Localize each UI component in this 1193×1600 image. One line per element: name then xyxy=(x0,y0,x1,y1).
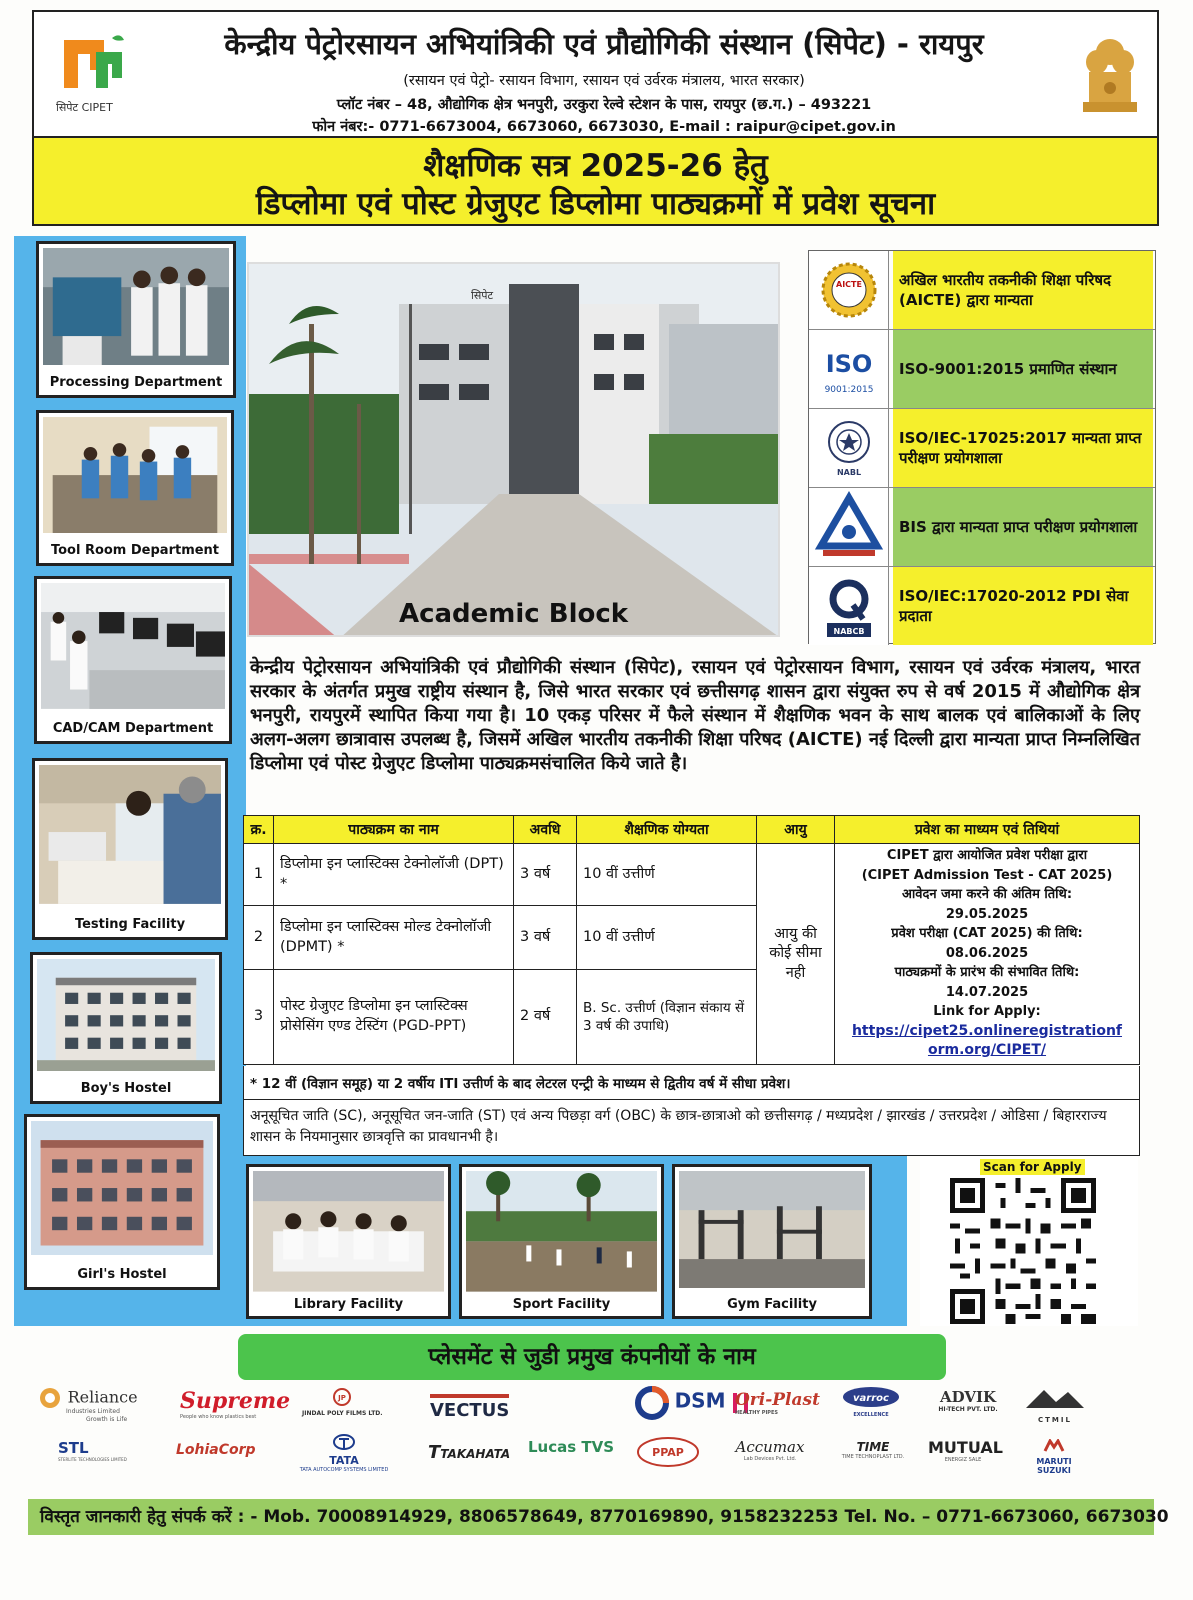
facility-caption: Library Facility xyxy=(293,1297,404,1312)
logo-mutual xyxy=(928,1438,1003,1463)
photo-tool-room-department xyxy=(36,410,234,566)
tool-room-photo xyxy=(43,417,227,533)
cad-cam-photo xyxy=(41,583,225,709)
tata-sub: TATA AUTOCOMP SYSTEMS LIMITED xyxy=(299,1467,389,1473)
table-cell-qualification: 10 वीं उत्तीर्ण xyxy=(577,906,757,970)
admission-date: 29.05.2025 xyxy=(945,906,1029,922)
accreditation-bis xyxy=(809,488,1155,567)
iso-icon-label: ISO xyxy=(825,350,873,378)
dsm-name: DSM xyxy=(674,1388,726,1413)
table-cell-age: आयु की कोई सीमा नही xyxy=(757,844,835,1064)
admission-date: 08.06.2025 xyxy=(945,945,1029,961)
academic-block-image xyxy=(249,264,780,637)
table-header-age: आयु xyxy=(757,816,835,844)
table-cell-course: डिप्लोमा इन प्लास्टिक्स टेक्नोलॉजी (DPT) * xyxy=(274,844,514,906)
accreditation-aicte xyxy=(809,251,1155,330)
logo-caption: सिपेट CIPET xyxy=(56,101,113,114)
oriplast-sub: HEALTHY PIPES xyxy=(735,1410,778,1416)
photo-library-facility xyxy=(246,1164,451,1319)
nabl-icon xyxy=(809,409,889,487)
tata-name: TATA xyxy=(329,1454,359,1467)
tata-icon xyxy=(333,1434,355,1450)
mutual-sub: ENERGIZ SALE xyxy=(944,1457,982,1463)
accreditation-iso-9001 xyxy=(809,330,1155,409)
academic-block-caption: Academic Block xyxy=(398,599,629,629)
accreditation-list xyxy=(808,250,1156,644)
logo-lohiacorp: LohiaCorp xyxy=(176,1442,256,1458)
iso-icon-sub: 9001:2015 xyxy=(824,385,874,395)
lateral-entry-note: * 12 वीं (विज्ञान समूह) या 2 वर्षीय ITI उत्तीर्ण के बाद लेटरल एन्ट्री के माध्यम से द्वितीय वर्ष में सीधा प्रवेश। xyxy=(243,1066,1140,1100)
photo-caption: Boy's Hostel xyxy=(80,1081,172,1096)
bis-icon xyxy=(809,488,889,566)
jindal-icon xyxy=(333,1388,351,1406)
gym-photo xyxy=(679,1171,865,1288)
reliance-tagline: Growth is Life xyxy=(86,1416,128,1423)
logo-takahata: TTAKAHATA xyxy=(428,1442,511,1463)
cipet-logo xyxy=(52,26,142,122)
table-header-no: क्र. xyxy=(244,816,274,844)
accreditation-text: ISO/IEC-17025:2017 मान्यता प्राप्त परीक्षण प्रयोगशाला xyxy=(893,409,1153,487)
logo-lucas-tvs: Lucas TVS xyxy=(528,1438,615,1456)
ctmil-name: CTMIL xyxy=(1038,1416,1072,1424)
institute-address: प्लॉट नंबर – 48, औद्योगिक क्षेत्र भनपुरी, उरकुरा रेल्वे स्टेशन के पास, रायपुर (छ.ग.) – 493221 xyxy=(336,97,872,113)
processing-photo xyxy=(43,248,229,365)
qr-section xyxy=(920,1156,1138,1326)
photo-caption: Girl's Hostel xyxy=(77,1267,167,1282)
photo-processing-department xyxy=(36,241,236,398)
maruti-icon xyxy=(1043,1439,1065,1453)
facility-caption: Gym Facility xyxy=(727,1297,817,1312)
reliance-sub: Industries Limited xyxy=(66,1408,120,1415)
header xyxy=(32,10,1159,138)
table-cell-qualification: B. Sc. उत्तीर्ण (विज्ञान संकाय सें 3 वर्ष की उपाधि) xyxy=(577,970,757,1064)
logo-advik xyxy=(928,1388,1008,1413)
ctmil-icon xyxy=(1024,1386,1086,1412)
table-cell-duration: 2 वर्ष xyxy=(514,970,577,1064)
admission-line: प्रवेश परीक्षा (CAT 2025) की तिथि: xyxy=(891,926,1083,941)
institute-title: केन्द्रीय पेट्रोरसायन अभियांत्रिकी एवं प्रौद्योगिकी संस्थान (सिपेट) - रायपुर xyxy=(224,27,984,61)
logo-time xyxy=(838,1440,908,1460)
photo-caption: Processing Department xyxy=(49,375,223,390)
admission-line: (CIPET Admission Test - CAT 2025) xyxy=(861,867,1113,883)
supreme-sub: People who know plastics best xyxy=(180,1414,257,1420)
photo-caption: Testing Facility xyxy=(74,917,186,932)
ppap-name: PPAP xyxy=(652,1446,684,1459)
time-name: TIME xyxy=(856,1440,890,1454)
nabcb-icon xyxy=(809,567,889,645)
accreditation-text: अखिल भारतीय तकनीकी शिक्षा परिषद (AICTE) द्वारा मान्यता xyxy=(893,251,1153,329)
admission-details xyxy=(835,844,1139,1058)
logo-stl xyxy=(58,1438,127,1462)
stl-sub: STERLITE TECHNOLOGIES LIMITED xyxy=(58,1457,127,1462)
admission-date: 14.07.2025 xyxy=(945,984,1029,1000)
academic-block-photo xyxy=(247,262,780,637)
logo-vectus: VECTUS xyxy=(430,1394,509,1421)
cipet-logo-icon xyxy=(60,32,126,92)
advik-sub: HI-TECH PVT. LTD. xyxy=(938,1406,998,1413)
nabcb-icon-label: NABCB xyxy=(833,627,865,636)
table-cell-no: 1 xyxy=(244,844,274,906)
aicte-icon xyxy=(809,251,889,329)
institute-phone: फोन नंबर:- 0771-6673004, 6673060, 6673030, E-mail : raipur@cipet.gov.in xyxy=(312,119,896,135)
institute-subtitle: (रसायन एवं पेट्रो- रसायन विभाग, रसायन एवं उर्वरक मंत्रालय, भारत सरकार) xyxy=(403,73,805,89)
photo-caption: CAD/CAM Department xyxy=(52,721,214,736)
facility-caption: Sport Facility xyxy=(512,1297,611,1312)
table-cell-no: 2 xyxy=(244,906,274,970)
iso-icon xyxy=(809,330,889,408)
logo-dsm xyxy=(635,1386,748,1420)
logo-supreme xyxy=(180,1388,290,1420)
photo-sport-facility xyxy=(459,1164,664,1319)
maruti-name: MARUTI xyxy=(1036,1457,1072,1466)
table-cell-duration: 3 वर्ष xyxy=(514,906,577,970)
dsm-icon xyxy=(635,1386,669,1420)
advik-name: ADVIK xyxy=(939,1388,997,1406)
photo-boys-hostel xyxy=(30,952,222,1104)
table-cell-qualification: 10 वीं उत्तीर्ण xyxy=(577,844,757,906)
takahata-name: TAKAHATA xyxy=(440,1447,511,1461)
courses-table xyxy=(243,815,1140,1065)
time-sub: TIME TECHNOPLAST LTD. xyxy=(841,1454,905,1460)
supreme-name: Supreme xyxy=(180,1388,291,1414)
logo-jindal xyxy=(302,1388,382,1417)
accreditation-text: BIS द्वारा मान्यता प्राप्त परीक्षण प्रयोगशाला xyxy=(893,488,1153,566)
national-emblem-icon xyxy=(1075,32,1145,122)
banner-line-1: शैक्षणिक सत्र 2025-26 हेतु xyxy=(423,148,768,184)
varroc-name: varroc xyxy=(853,1393,889,1404)
girls-hostel-photo xyxy=(31,1121,213,1255)
sport-photo xyxy=(466,1171,657,1292)
svg-text:JP: JP xyxy=(338,1394,346,1402)
admission-line: आवेदन जमा करने की अंतिम तिथि: xyxy=(901,887,1073,902)
nabl-icon-label: NABL xyxy=(836,468,862,477)
reliance-name: Reliance xyxy=(67,1387,138,1407)
logo-ctmil xyxy=(1020,1386,1090,1424)
accreditation-text: ISO/IEC:17020-2012 PDI सेवा प्रदाता xyxy=(893,567,1153,645)
session-banner xyxy=(32,138,1159,226)
admission-line: पाठ्यक्रमों के प्रारंभ की संभावित तिथि: xyxy=(894,965,1080,980)
logo-maruti-suzuki xyxy=(1026,1438,1082,1475)
accreditation-text: ISO-9001:2015 प्रमाणित संस्थान xyxy=(893,330,1153,408)
oriplast-name: Ori-Plast xyxy=(735,1390,820,1410)
table-header-admission: प्रवेश का माध्यम एवं तिथियां xyxy=(835,816,1139,844)
table-header-course: पाठ्यक्रम का नाम xyxy=(274,816,514,844)
table-cell-duration: 3 वर्ष xyxy=(514,844,577,906)
apply-link[interactable]: https://cipet25.onlineregistrationf xyxy=(851,1022,1123,1039)
department-photo-panel xyxy=(14,236,246,1326)
photo-gym-facility xyxy=(672,1164,872,1319)
table-header-qualification: शैक्षणिक योग्यता xyxy=(577,816,757,844)
table-cell-course: पोस्ट ग्रेजुएट डिप्लोमा इन प्लास्टिक्स प्रोसेसिंग एण्ड टेस्टिंग (PGD-PPT) xyxy=(274,970,514,1064)
photo-girls-hostel xyxy=(24,1114,220,1290)
logo-reliance xyxy=(38,1386,138,1423)
accumax-sub: Lab Devices Pvt. Ltd. xyxy=(743,1456,797,1462)
varroc-sub: EXCELLENCE xyxy=(853,1412,889,1418)
photo-caption: Tool Room Department xyxy=(50,543,220,558)
reliance-icon xyxy=(38,1386,62,1410)
ppap-icon xyxy=(636,1436,700,1468)
accreditation-nabl xyxy=(809,409,1155,488)
admission-line: Link for Apply: xyxy=(933,1004,1041,1019)
logo-varroc xyxy=(836,1386,906,1418)
table-cell-no: 3 xyxy=(244,970,274,1064)
scholarship-note: अनूसूचित जाति (SC), अनूसूचित जन-जाति (ST) एवं अन्य पिछड़ा वर्ग (OBC) के छात्र-छात्राओ को छत्तीसगढ़ / मध्यप्रदेश / झारखंड / उत्तरप्रदेश / ओडिसा / बिहारराज्य शासन के नियमानुसार छात्रवृत्ति का प्रावधानभी है। xyxy=(243,1100,1140,1156)
aicte-icon-label: AICTE xyxy=(836,280,862,289)
logo-ppap xyxy=(636,1436,700,1472)
photo-cad-cam-department xyxy=(34,576,232,744)
stl-name: STL xyxy=(58,1439,89,1457)
apply-qr-code-icon[interactable] xyxy=(950,1178,1096,1324)
table-header-duration: अवधि xyxy=(514,816,577,844)
library-photo xyxy=(253,1171,444,1292)
testing-facility-photo xyxy=(39,765,221,904)
facility-photo-strip xyxy=(240,1156,907,1326)
mutual-name: MUTUAL xyxy=(928,1438,1003,1457)
table-cell-course: डिप्लोमा इन प्लास्टिक्स मोल्ड टेक्नोलॉजी (DPMT) * xyxy=(274,906,514,970)
company-logos xyxy=(30,1386,1110,1496)
contact-footer: विस्तृत जानकारी हेतु संपर्क करें : - Mob. 70008914929, 8806578649, 8770169890, 9158232253 Tel. No. – 0771-6673060, 6673030 xyxy=(28,1499,1154,1535)
logo-tata xyxy=(292,1434,396,1473)
accreditation-nabcb xyxy=(809,567,1155,646)
maruti-sub: SUZUKI xyxy=(1037,1466,1071,1475)
boys-hostel-photo xyxy=(37,959,215,1071)
accumax-name: Accumax xyxy=(735,1438,805,1456)
admission-line: CIPET द्वारा आयोजित प्रवेश परीक्षा द्वारा xyxy=(886,848,1088,863)
logo-accumax xyxy=(730,1438,810,1462)
building-sign: सिपेट xyxy=(471,289,494,302)
banner-line-2: डिप्लोमा एवं पोस्ट ग्रेजुएट डिप्लोमा पाठ्यक्रमों में प्रवेश सूचना xyxy=(255,186,936,222)
varroc-icon xyxy=(841,1386,901,1408)
photo-testing-facility xyxy=(32,758,228,940)
placement-heading: प्लेसमेंट से जुडी प्रमुख कंपनीयों के नाम xyxy=(238,1334,946,1380)
jindal-name: JINDAL POLY FILMS LTD. xyxy=(302,1410,383,1417)
logo-oriplast xyxy=(735,1390,820,1416)
qr-label: Scan for Apply xyxy=(980,1159,1085,1175)
apply-link-continued[interactable]: orm.org/CIPET/ xyxy=(927,1042,1047,1058)
intro-paragraph: केन्द्रीय पेट्रोरसायन अभियांत्रिकी एवं प्रौद्योगिकी संस्थान (सिपेट), रसायन एवं पेट्रोरसायन विभाग, रसायन एवं उर्वरक मंत्रालय, भारत सरकार के अंतर्गत प्रमुख राष्ट्रीय संस्थान है, जिसे भारत सरकार एवं छत्तीसगढ़ शासन द्वारा संयुक्त रुप से वर्ष 2015 में औद्योगिक क्षेत्र भनपुरी, रायपुरमें स्थापित किया गया है। 10 एकड़ परिसर में फैले संस्थान में शैक्षणिक भवन के साथ बालक एवं बालिकाओं के लिए अलग-अलग छात्रावास उपलब्ध है, जिसमें अखिल भारतीय तकनीकी शिक्षा परिषद (AICTE) नई दिल्ली द्वारा मान्यता प्राप्त निम्नलिखित डिप्लोमा एवं पोस्ट ग्रेजुएट डिप्लोमा पाठ्यक्रमसंचालित किये जाते है। xyxy=(250,657,1140,774)
